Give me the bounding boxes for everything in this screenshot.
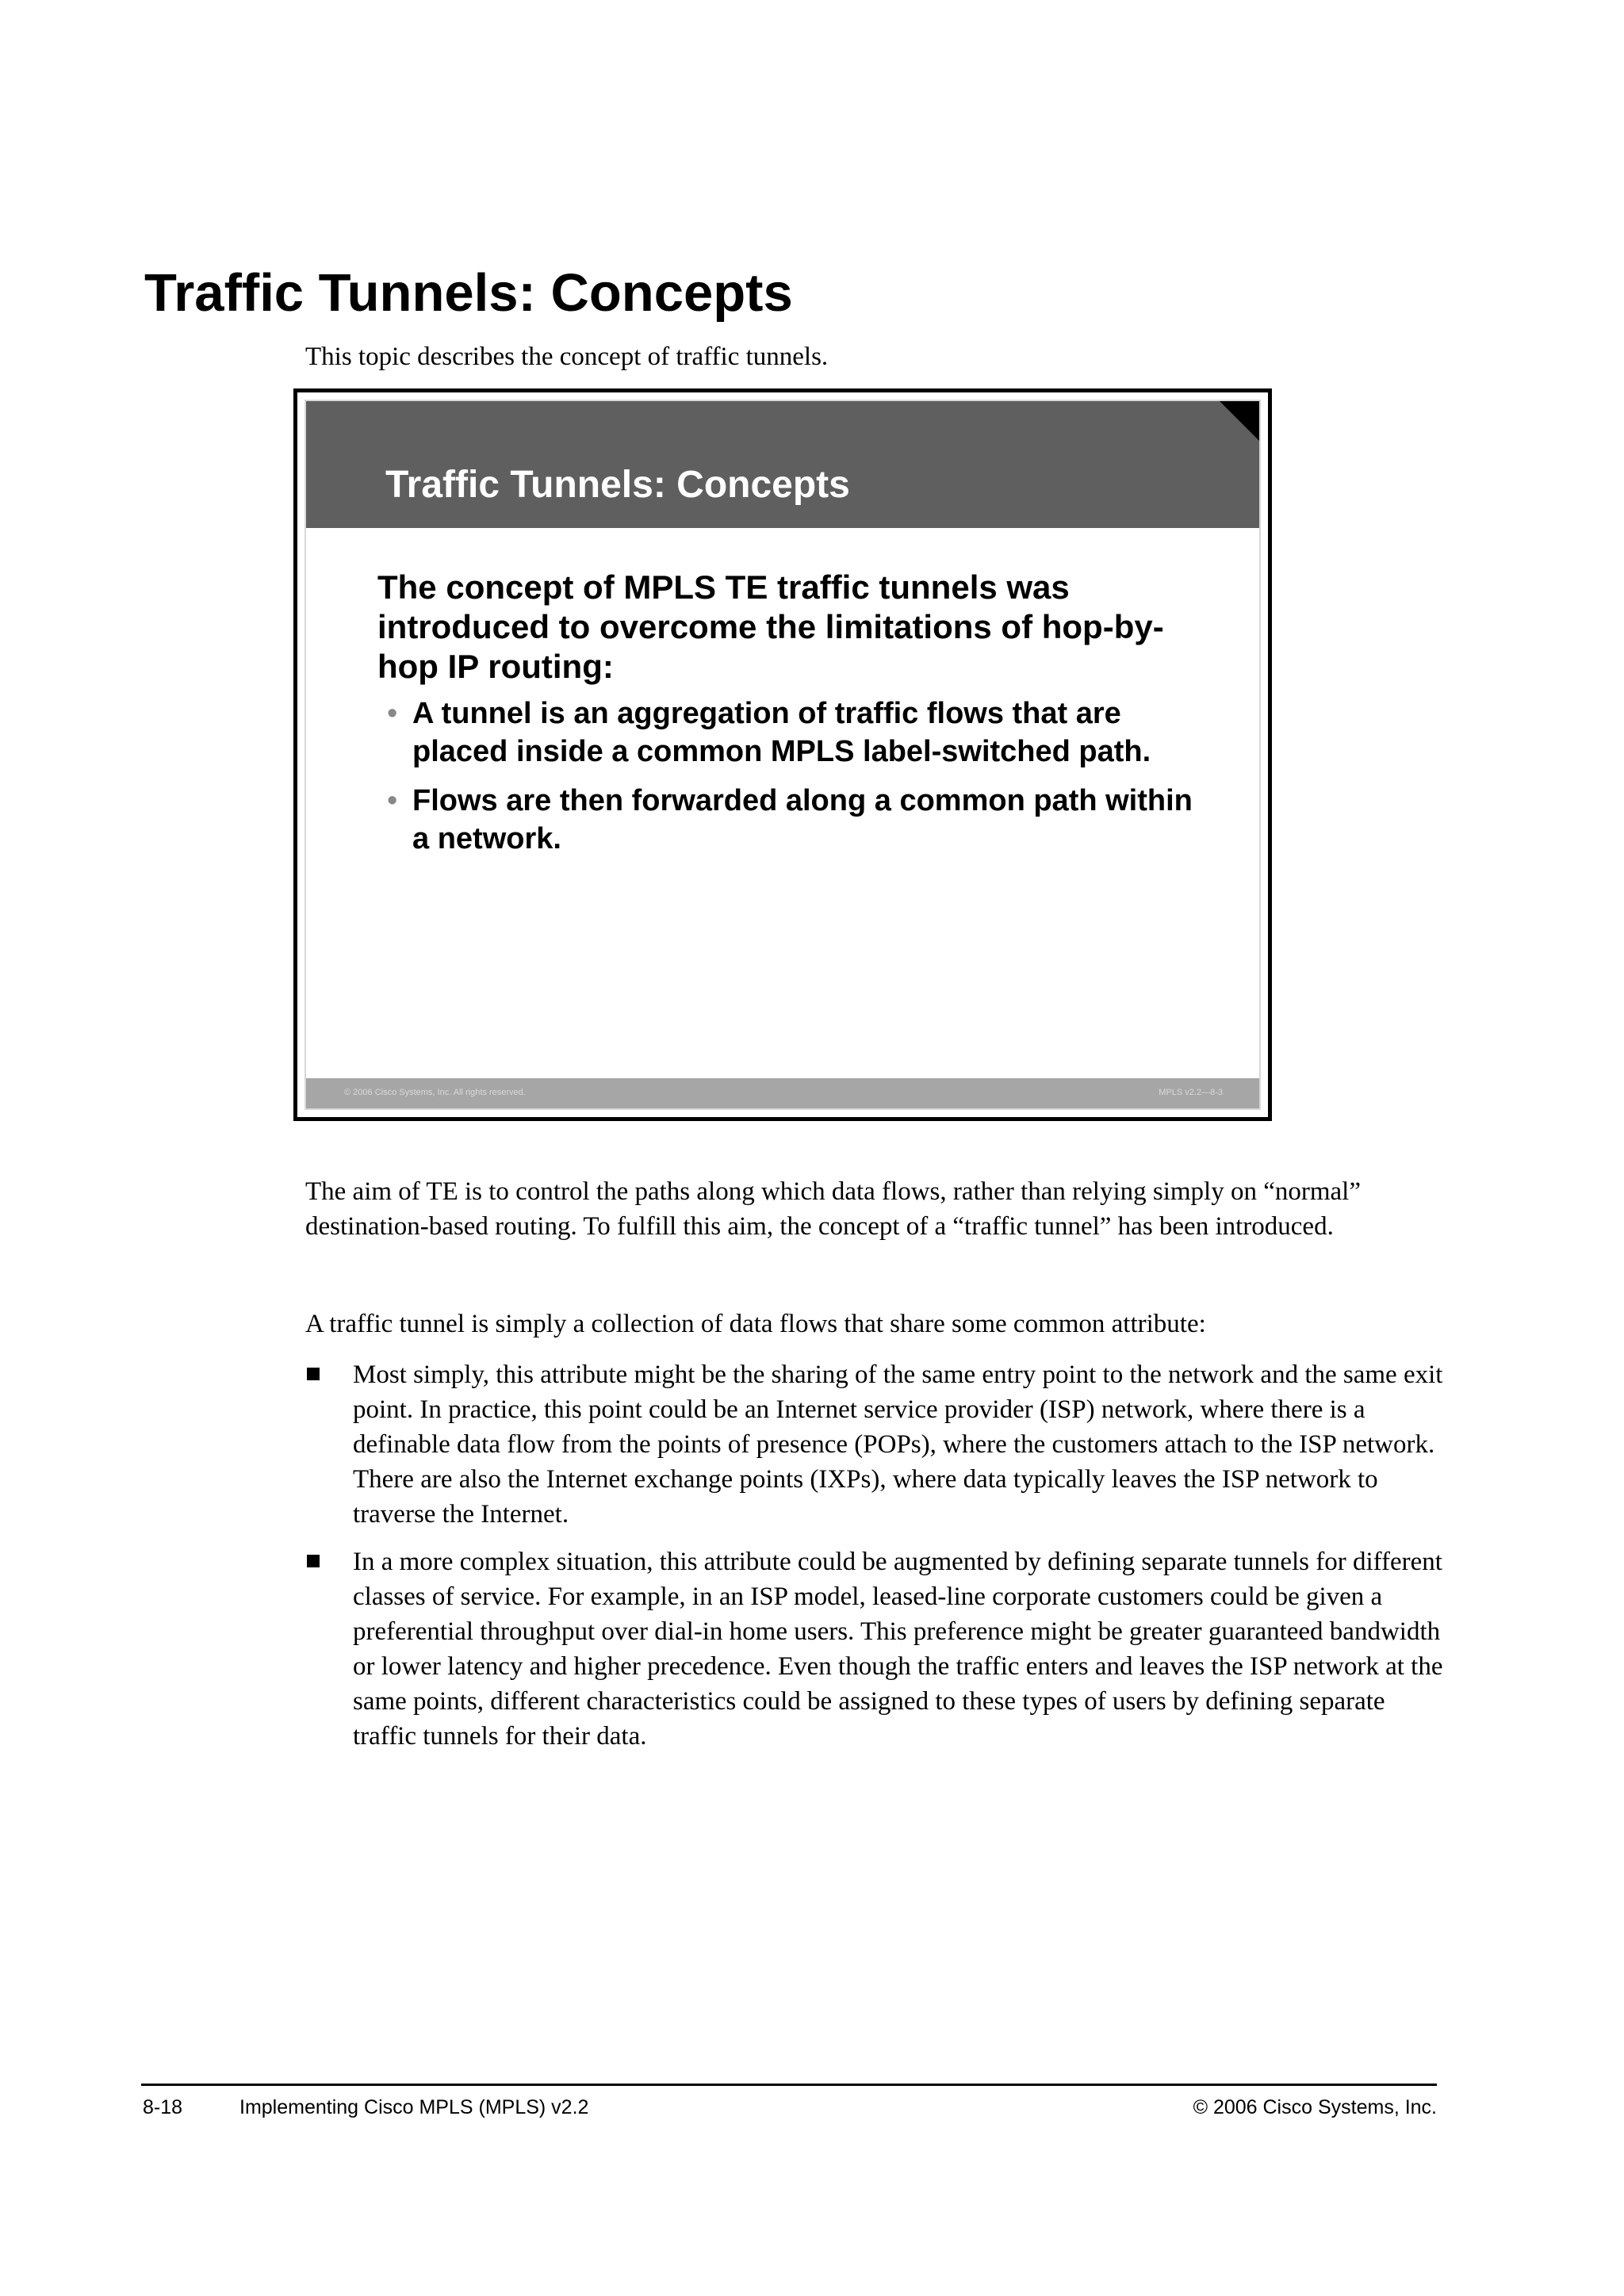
slide-frame <box>304 400 1261 1110</box>
body-bullet-item <box>305 1544 1447 1754</box>
body-paragraph-aim: The aim of TE is to control the paths along which data flows, rather than relying simply on “normal” destination-based routing. To fulfill this aim, the concept of a “traffic tunnel” has been introduced. <box>305 1177 1361 1241</box>
slide-body <box>377 568 1202 869</box>
bullet-dot-icon: • <box>387 697 398 730</box>
square-bullet-icon <box>307 1555 320 1567</box>
body-bullet-list <box>305 1357 1447 1766</box>
bullet-dot-icon: • <box>387 784 398 817</box>
slide-lead-text: The concept of MPLS TE traffic tunnels was introduced to overcome the limitations of hop-by-hop IP routing: <box>377 568 1164 685</box>
slide-bullet-list <box>377 695 1202 858</box>
footer-copyright: © 2006 Cisco Systems, Inc. <box>1193 2096 1437 2118</box>
slide-figure <box>293 388 1272 1121</box>
body-bullet-text: In a more complex situation, this attribute could be augmented by defining separate tunnels for different classes of service. For example, in an ISP model, leased-line corporate customers could be given a preferential throughput over dial-in home users. This preference might be greater guaranteed bandwidth or lower latency and higher precedence. Even though the traffic enters and leaves the ISP network at the same points, different characteristics could be assigned to these types of users by defining separate traffic tunnels for their data. <box>353 1548 1443 1751</box>
body-bullet-item <box>305 1357 1447 1532</box>
body-paragraph-definition: A traffic tunnel is simply a collection of data flows that share some common attribute: <box>305 1310 1206 1338</box>
footer-book-title: Implementing Cisco MPLS (MPLS) v2.2 <box>239 2096 589 2118</box>
footer-divider <box>141 2084 1437 2086</box>
slide-bullet-text: A tunnel is an aggregation of traffic flows that are placed inside a common MPLS label-switched path. <box>412 697 1151 768</box>
intro-text: This topic describes the concept of traffic tunnels. <box>305 342 829 371</box>
body-bullet-text: Most simply, this attribute might be the sharing of the same entry point to the network and the same exit point. In practice, this point could be an Internet service provider (ISP) network, where there is a definable data flow from the points of presence (POPs), where the customers attach to the ISP network. There are also the Internet exchange points (IXPs), where data typically leaves the ISP network to traverse the Internet. <box>353 1360 1443 1529</box>
footer-page-number: 8-18 <box>143 2096 183 2118</box>
slide-bullet-item <box>377 782 1202 858</box>
slide-bullet-item <box>377 695 1202 771</box>
slide-bullet-text: Flows are then forwarded along a common path within a network. <box>412 784 1193 855</box>
square-bullet-icon <box>307 1368 320 1380</box>
slide-footer-copyright: © 2006 Cisco Systems, Inc. All rights reserved. <box>344 1088 526 1097</box>
slide-footer-id: MPLS v2.2—8-3 <box>1159 1088 1223 1097</box>
corner-triangle-icon <box>1220 401 1259 441</box>
page-title: Traffic Tunnels: Concepts <box>144 263 793 323</box>
slide-header-bar <box>306 401 1259 528</box>
slide-footer-bar <box>306 1078 1259 1108</box>
slide-title: Traffic Tunnels: Concepts <box>385 464 850 506</box>
